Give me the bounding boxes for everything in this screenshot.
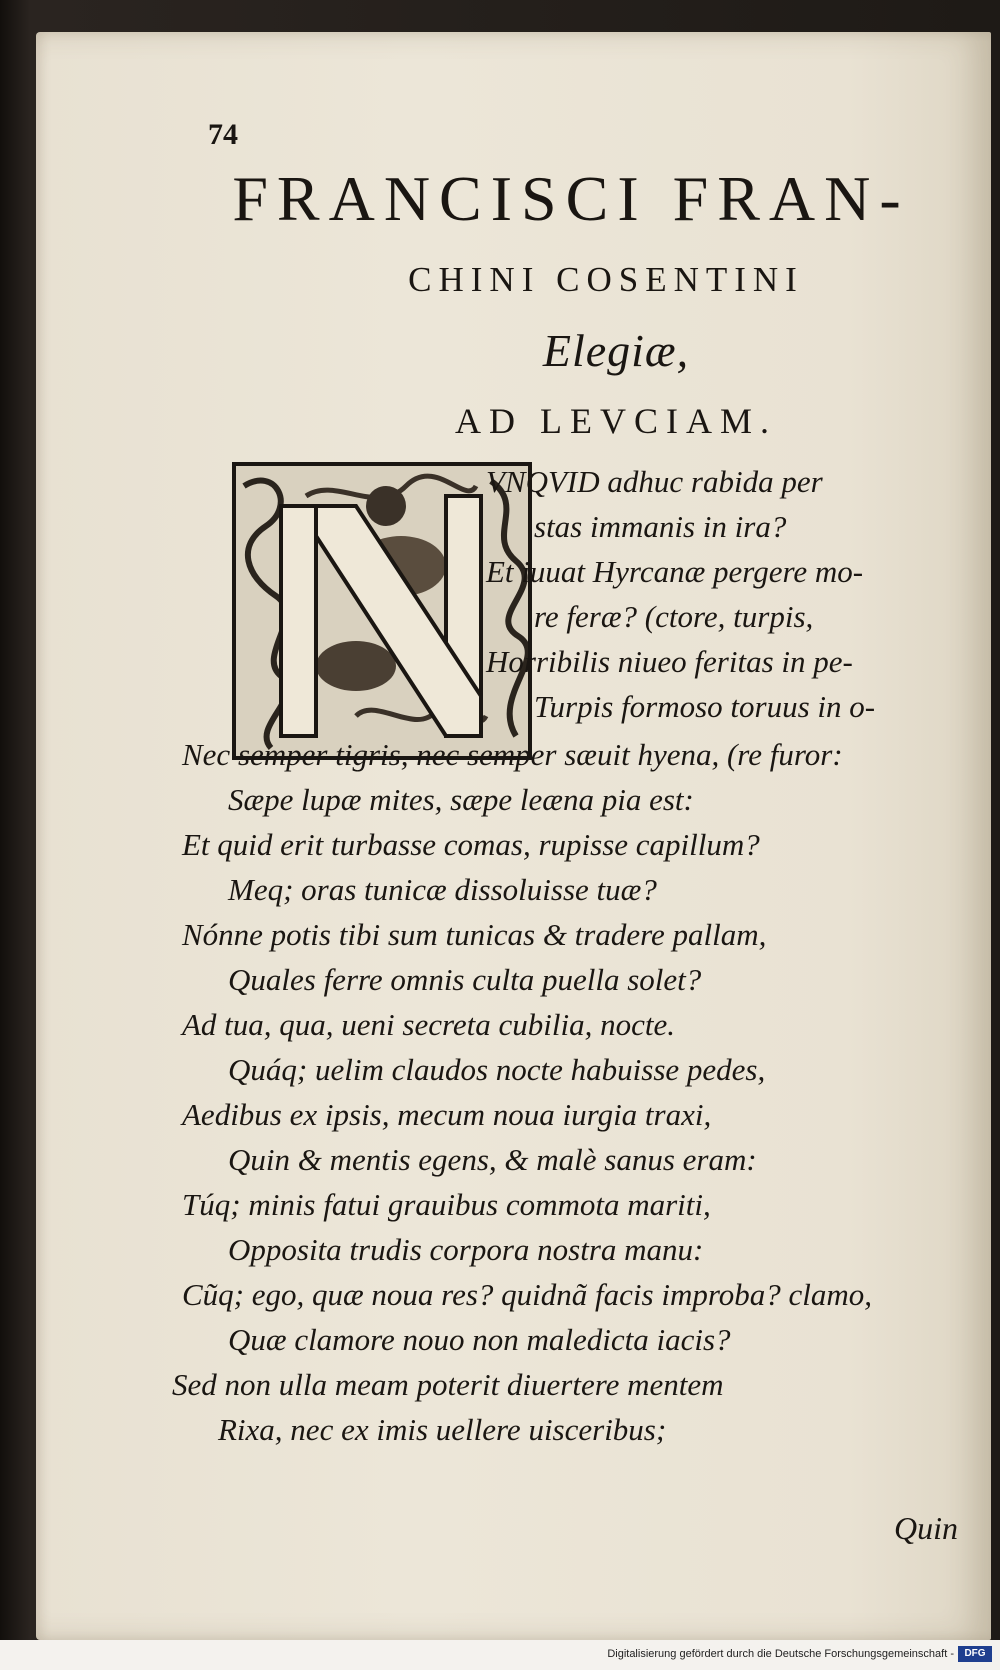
verse-line-13: Ad tua, qua, ueni secreta cubilia, nocte.	[182, 1007, 676, 1042]
verse-line-9: Et quid erit turbasse comas, rupisse capillum?	[182, 827, 760, 862]
verse-line-19: Cũq; ego, quæ noua res? quidnã facis improba? clamo,	[182, 1277, 873, 1312]
verse-line-7: Nec semper tigris, nec semper sæuit hyena, (re furor:	[182, 737, 843, 772]
heading-line-3: Elegiæ,	[542, 325, 690, 376]
verse-line-15: Aedibus ex ipsis, mecum noua iurgia traxi,	[182, 1097, 712, 1132]
verse-line-5: Horribilis niueo feritas in pe-	[486, 644, 853, 679]
verse-line-10: Meq; oras tunicæ dissoluisse tuæ?	[228, 872, 657, 907]
verse-line-12: Quales ferre omnis culta puella solet?	[228, 962, 702, 997]
ornament-icon	[236, 466, 528, 756]
footer-bar	[0, 1640, 1000, 1670]
verse-line-3: Et iuuat Hyrcanæ pergere mo-	[486, 554, 864, 589]
verse-line-6: Turpis formoso toruus in o-	[534, 689, 876, 724]
heading-line-1: FRANCISCI FRAN-	[232, 163, 910, 234]
verse-line-16: Quin & mentis egens, & malè sanus eram:	[228, 1142, 757, 1177]
verse-line-18: Opposita trudis corpora nostra manu:	[228, 1232, 704, 1267]
verse-line-11: Nónne potis tibi sum tunicas & tradere pallam,	[182, 917, 767, 952]
footer-credit: Digitalisierung gefördert durch die Deutsche Forschungsgemeinschaft -	[607, 1648, 954, 1660]
verse-line-22: Rixa, nec ex imis uellere uisceribus;	[218, 1412, 667, 1447]
verse-text: VNQVID adhuc rabida per	[486, 464, 823, 499]
catchword: Quin	[894, 1510, 958, 1546]
verse-line-17: Túq; minis fatui grauibus commota mariti,	[182, 1187, 711, 1222]
decorated-initial-n	[232, 462, 532, 760]
verse-line-20: Quæ clamore nouo non maledicta iacis?	[228, 1322, 731, 1357]
heading-line-2: CHINI COSENTINI	[408, 260, 804, 299]
heading-line-4: AD LEVCIAM.	[455, 401, 777, 441]
verse-line-1	[486, 464, 823, 500]
book-page	[36, 32, 991, 1640]
verse-line-8: Sæpe lupæ mites, sæpe leæna pia est:	[228, 782, 694, 817]
verse-line-21: Sed non ulla meam poterit diuertere mentem	[172, 1367, 724, 1402]
verse-line-14: Quáq; uelim claudos nocte habuisse pedes,	[228, 1052, 766, 1087]
dfg-logo: DFG	[958, 1646, 992, 1662]
page-number: 74	[208, 118, 238, 151]
verse-line-2: stas immanis in ira?	[534, 509, 787, 544]
verse-line-4: re feræ? (ctore, turpis,	[534, 599, 814, 634]
